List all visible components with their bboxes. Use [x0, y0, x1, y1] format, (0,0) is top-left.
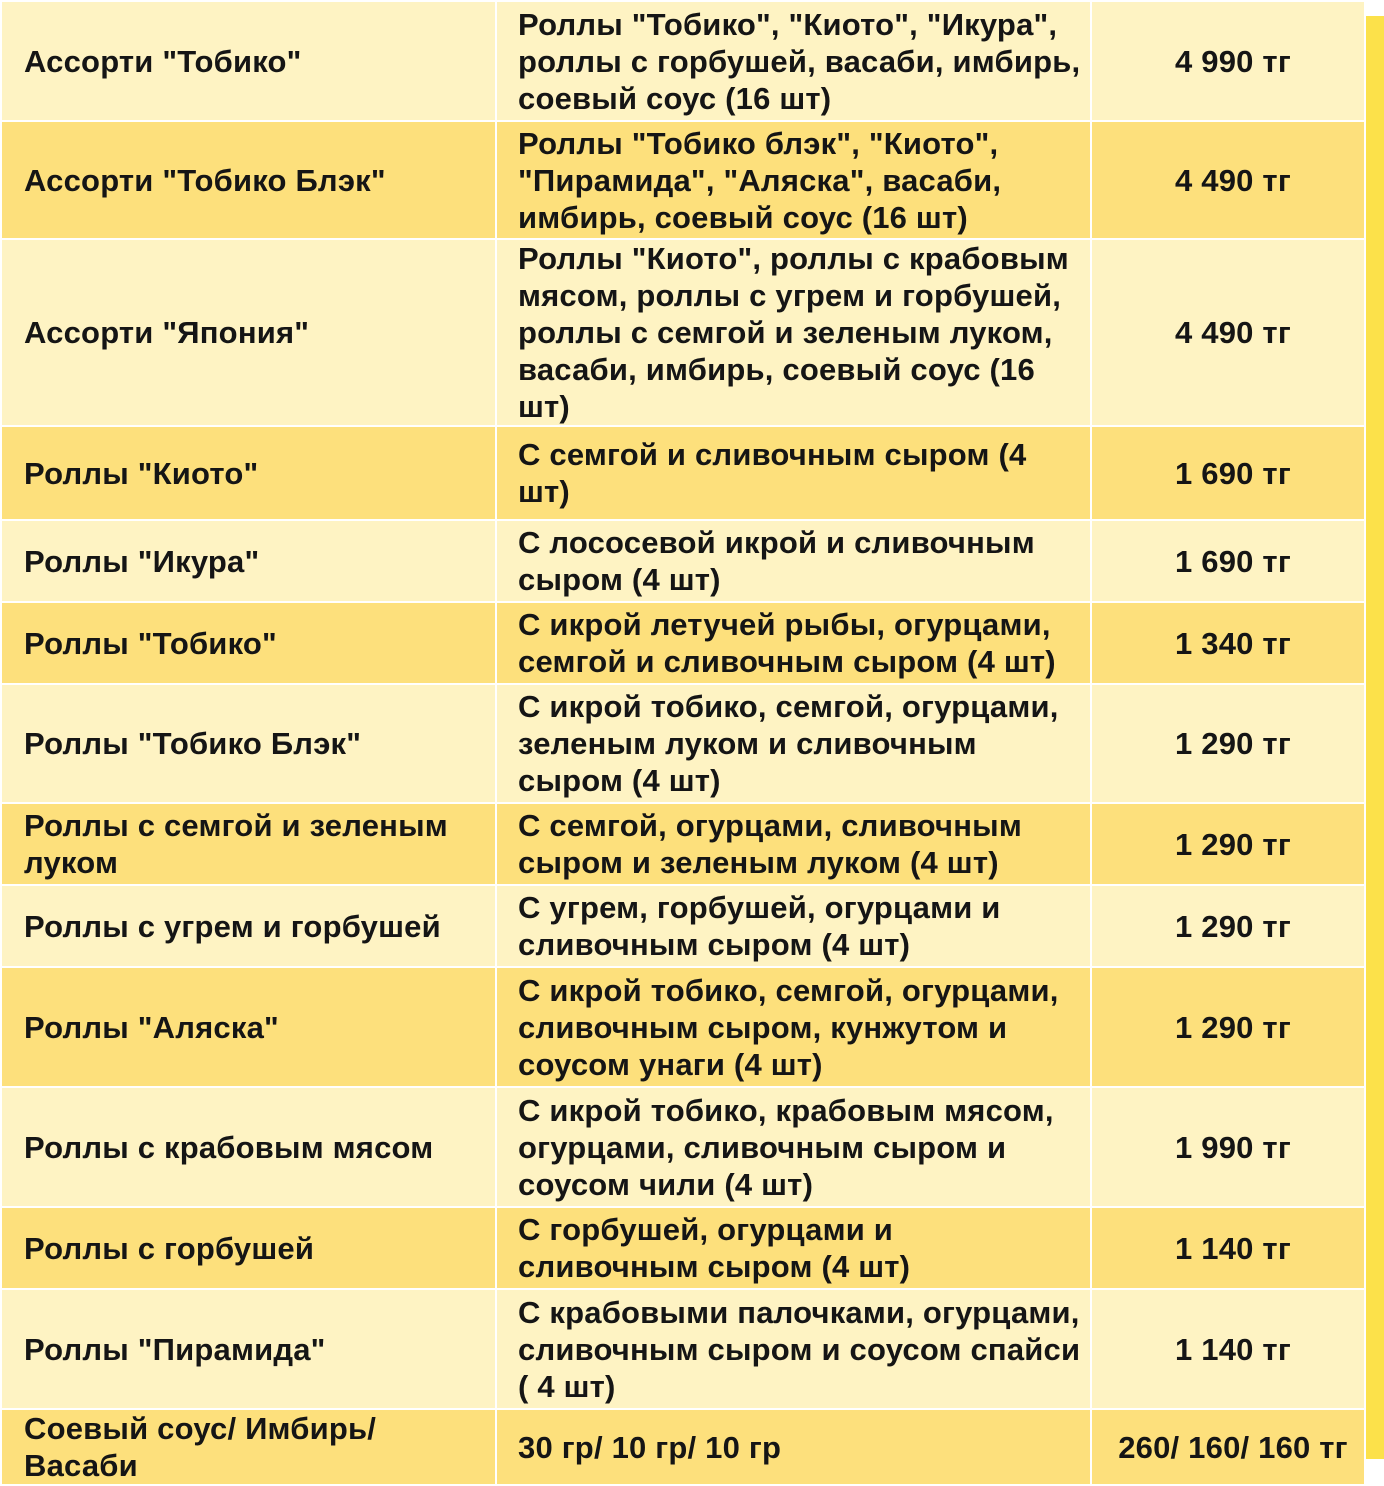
- table-row: [1, 885, 1365, 967]
- table-row: [1, 1087, 1365, 1207]
- table-row: [1, 1, 1365, 121]
- item-name: Роллы "Тобико Блэк": [1, 684, 496, 803]
- item-name: Роллы с горбушей: [1, 1207, 496, 1289]
- item-name: Роллы "Пирамида": [1, 1289, 496, 1409]
- item-price: 1 990 тг: [1091, 1087, 1365, 1207]
- item-description: С икрой тобико, крабовым мясом, огурцами, сливочным сыром и соусом чили (4 шт): [496, 1087, 1091, 1207]
- item-price: 4 990 тг: [1091, 1, 1365, 121]
- item-price: 1 340 тг: [1091, 602, 1365, 684]
- table-row: [1, 520, 1365, 602]
- item-price: 1 690 тг: [1091, 520, 1365, 602]
- item-price: 1 140 тг: [1091, 1207, 1365, 1289]
- item-name: Ассорти "Тобико": [1, 1, 496, 121]
- item-description: Роллы "Тобико блэк", "Киото", "Пирамида", "Аляска", васаби, имбирь, соевый соус (16 шт): [496, 121, 1091, 239]
- item-name: Соевый соус/ Имбирь/ Васаби: [1, 1409, 496, 1485]
- item-price: 260/ 160/ 160 тг: [1091, 1409, 1365, 1485]
- item-description: С икрой тобико, семгой, огурцами, зеленым луком и сливочным сыром (4 шт): [496, 684, 1091, 803]
- item-price: 4 490 тг: [1091, 239, 1365, 426]
- item-name: Роллы с угрем и горбушей: [1, 885, 496, 967]
- item-price: 1 690 тг: [1091, 426, 1365, 520]
- item-description: С семгой и сливочным сыром (4 шт): [496, 426, 1091, 520]
- item-description: С семгой, огурцами, сливочным сыром и зеленым луком (4 шт): [496, 803, 1091, 885]
- item-description: Роллы "Киото", роллы с крабовым мясом, роллы с угрем и горбушей, роллы с семгой и зеленым луком, васаби, имбирь, соевый соус (16 шт): [496, 239, 1091, 426]
- item-name: Роллы "Киото": [1, 426, 496, 520]
- item-description: С угрем, горбушей, огурцами и сливочным сыром (4 шт): [496, 885, 1091, 967]
- item-name: Ассорти "Япония": [1, 239, 496, 426]
- item-name: Роллы "Аляска": [1, 967, 496, 1087]
- table-row: [1, 803, 1365, 885]
- item-name: Роллы "Икура": [1, 520, 496, 602]
- item-description: С крабовыми палочками, огурцами, сливочным сыром и соусом спайси ( 4 шт): [496, 1289, 1091, 1409]
- item-name: Роллы "Тобико": [1, 602, 496, 684]
- item-name: Роллы с крабовым мясом: [1, 1087, 496, 1207]
- item-price: 1 290 тг: [1091, 684, 1365, 803]
- item-description: С лососевой икрой и сливочным сыром (4 шт): [496, 520, 1091, 602]
- item-price: 1 140 тг: [1091, 1289, 1365, 1409]
- table-row: [1, 1289, 1365, 1409]
- table-row: [1, 1207, 1365, 1289]
- item-description: 30 гр/ 10 гр/ 10 гр: [496, 1409, 1091, 1485]
- item-description: Роллы "Тобико", "Киото", "Икура", роллы с горбушей, васаби, имбирь, соевый соус (16 шт): [496, 1, 1091, 121]
- item-description: С горбушей, огурцами и сливочным сыром (4 шт): [496, 1207, 1091, 1289]
- item-description: С икрой тобико, семгой, огурцами, сливочным сыром, кунжутом и соусом унаги (4 шт): [496, 967, 1091, 1087]
- table-row: [1, 426, 1365, 520]
- item-price: 1 290 тг: [1091, 885, 1365, 967]
- item-price: 4 490 тг: [1091, 121, 1365, 239]
- table-row: [1, 1409, 1365, 1485]
- table-row: [1, 121, 1365, 239]
- table-row: [1, 602, 1365, 684]
- item-description: С икрой летучей рыбы, огурцами, семгой и сливочным сыром (4 шт): [496, 602, 1091, 684]
- table-row: [1, 967, 1365, 1087]
- item-name: Ассорти "Тобико Блэк": [1, 121, 496, 239]
- item-name: Роллы с семгой и зеленым луком: [1, 803, 496, 885]
- item-price: 1 290 тг: [1091, 803, 1365, 885]
- table-row: [1, 684, 1365, 803]
- table-row: [1, 239, 1365, 426]
- item-price: 1 290 тг: [1091, 967, 1365, 1087]
